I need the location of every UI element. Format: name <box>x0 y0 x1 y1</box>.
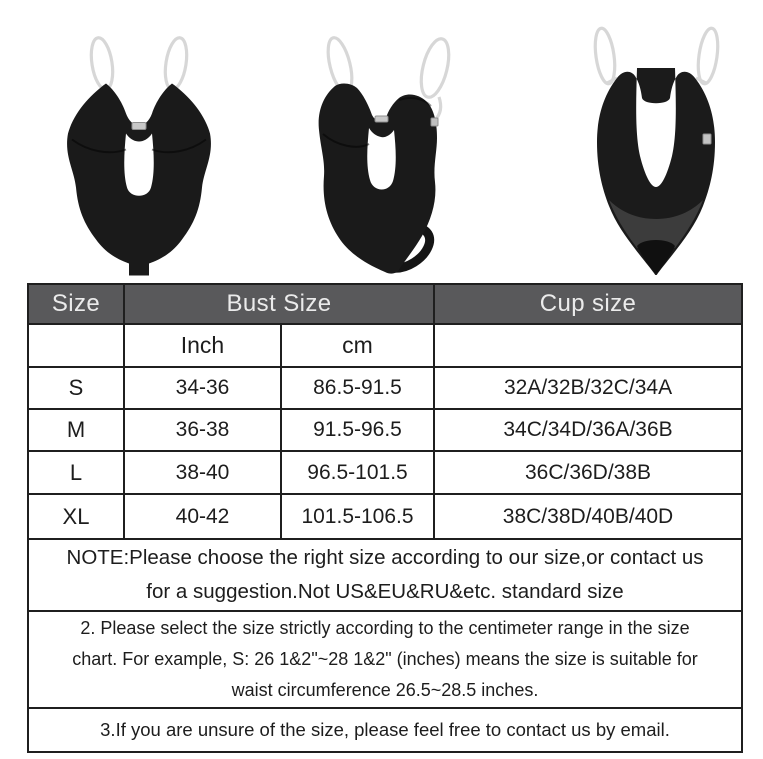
empty-cell <box>434 324 742 367</box>
strap-clasp-icon <box>703 134 711 144</box>
bodysuit-front-silhouette <box>67 84 211 276</box>
col-header-bust-size: Bust Size <box>124 284 434 324</box>
table-row-l <box>28 451 742 494</box>
note-row-3 <box>28 708 742 752</box>
note-line: waist circumference 26.5~28.5 inches. <box>231 680 539 700</box>
cup-size-value: 36C/36D/38B <box>434 451 742 494</box>
note-contact-email <box>28 708 742 752</box>
table-row-m <box>28 409 742 451</box>
bust-cm-value: 86.5-91.5 <box>281 367 434 409</box>
note-line: 3.If you are unsure of the size, please feel free to contact us by email. <box>100 719 670 740</box>
header-row <box>28 284 742 324</box>
size-label: XL <box>28 494 124 539</box>
col-header-cup-size: Cup size <box>434 284 742 324</box>
cup-size-value: 34C/34D/36A/36B <box>434 409 742 451</box>
size-label: S <box>28 367 124 409</box>
bust-inch-value: 36-38 <box>124 409 281 451</box>
note-centimeter-range <box>28 611 742 708</box>
col-header-size: Size <box>28 284 124 324</box>
note-line: chart. For example, S: 26 1&2"~28 1&2" (inches) means the size is suitable for <box>72 649 698 669</box>
unit-cm: cm <box>281 324 434 367</box>
note-sizing <box>28 539 742 611</box>
bodysuit-side-view-image <box>283 8 495 283</box>
bust-inch-value: 40-42 <box>124 494 281 539</box>
front-clasp-icon <box>375 116 388 122</box>
strap-clasp-icon <box>431 118 438 126</box>
size-label: L <box>28 451 124 494</box>
bust-inch-value: 34-36 <box>124 367 281 409</box>
table-row-xl <box>28 494 742 539</box>
empty-cell <box>28 324 124 367</box>
unit-inch: Inch <box>124 324 281 367</box>
bust-cm-value: 101.5-106.5 <box>281 494 434 539</box>
cup-size-value: 32A/32B/32C/34A <box>434 367 742 409</box>
note-row-2 <box>28 611 742 708</box>
cup-size-value: 38C/38D/40B/40D <box>434 494 742 539</box>
bodysuit-side-silhouette <box>319 84 437 274</box>
table-row-s <box>28 367 742 409</box>
shoulder-straps-icon <box>88 36 190 90</box>
units-row <box>28 324 742 367</box>
bust-cm-value: 91.5-96.5 <box>281 409 434 451</box>
bodysuit-back-view-image <box>545 10 741 275</box>
size-label: M <box>28 409 124 451</box>
front-clasp-icon <box>132 123 146 130</box>
note-line: NOTE:Please choose the right size according to our size,or contact us <box>66 546 704 569</box>
note-line: for a suggestion.Not US&EU&RU&etc. standard size <box>146 580 624 603</box>
bust-cm-value: 96.5-101.5 <box>281 451 434 494</box>
note-row-1 <box>28 539 742 611</box>
bust-inch-value: 38-40 <box>124 451 281 494</box>
size-chart-table <box>27 283 743 753</box>
bodysuit-front-view-image <box>40 8 236 283</box>
note-line: 2. Please select the size strictly according to the centimeter range in the size <box>80 618 690 638</box>
